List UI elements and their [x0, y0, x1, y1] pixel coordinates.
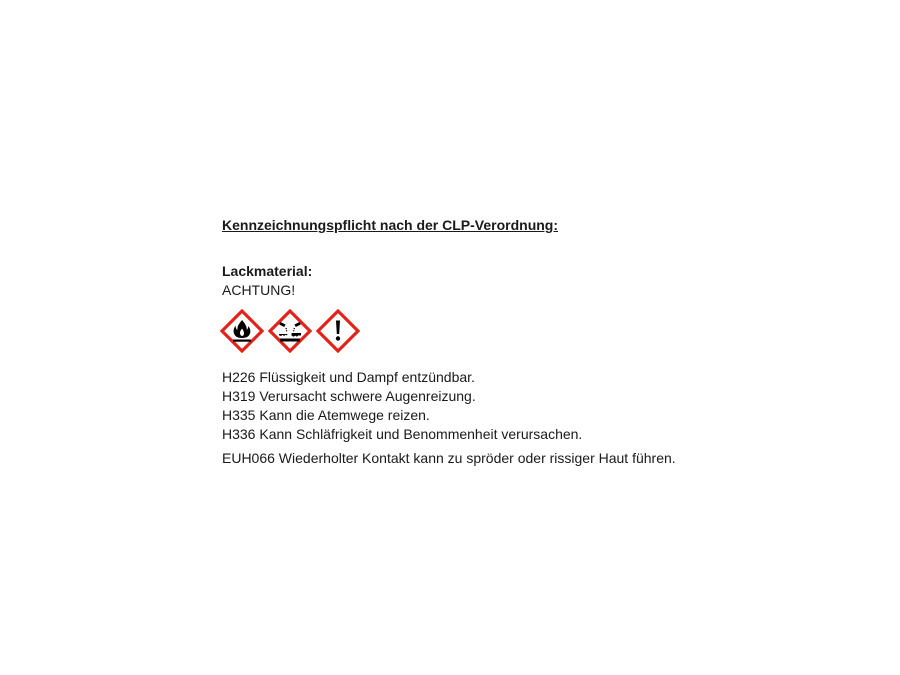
ghs07-exclamation-icon — [316, 309, 360, 353]
hazard-statement: H336 Kann Schläfrigkeit und Benommenheit verursachen. — [222, 426, 583, 442]
hazard-statement: H226 Flüssigkeit und Dampf entzündbar. — [222, 369, 475, 385]
euh-statement: EUH066 Wiederholter Kontakt kann zu spröder oder rissiger Haut führen. — [222, 450, 676, 466]
section-label-lackmaterial: Lackmaterial: — [222, 263, 313, 279]
hazard-pictograms — [220, 309, 862, 353]
ghs02-flame-icon — [220, 309, 264, 353]
hazard-statement: H335 Kann die Atemwege reizen. — [222, 407, 430, 423]
hazard-statement: H319 Verursacht schwere Augenreizung. — [222, 388, 476, 404]
hazard-statements-list — [222, 368, 862, 444]
page-title: Kennzeichnungspflicht nach der CLP-Verordnung: — [222, 217, 559, 233]
clp-label-document — [222, 215, 862, 468]
ghs05-corrosion-icon — [268, 309, 312, 353]
signal-word: ACHTUNG! — [222, 282, 296, 298]
